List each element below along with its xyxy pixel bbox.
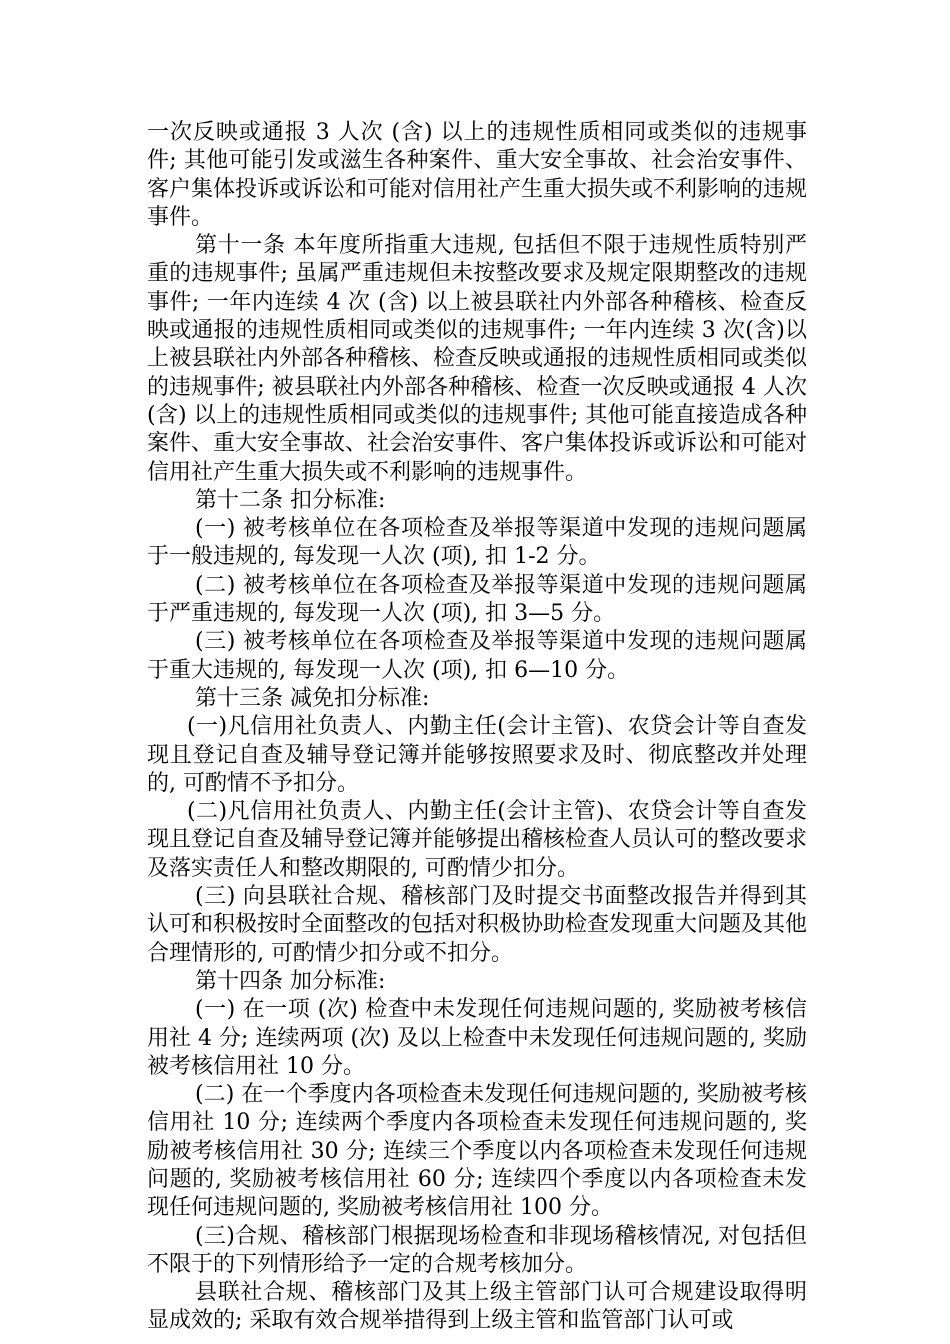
paragraph-article-12-item-1: (一) 被考核单位在各项检查及举报等渠道中发现的违规问题属于一般违规的, 每发现一人次 (项), 扣 1-2 分。	[147, 516, 807, 570]
paragraph-violation-continued: 一次反映或通报 3 人次 (含) 以上的违规性质相同或类似的违规事件; 其他可能引发或滋生各种案件、重大安全事故、社会治安事件、客户集体投诉或诉讼和可能对信用社产生重大损失或不利影响的违规事件。	[147, 120, 808, 230]
paragraph-article-13-item-2: (二)凡信用社负责人、内勤主任(会计主管)、农贷会计等自查发现且登记自查及辅导登记簿并能够提出稽核检查人员认可的整改要求及落实责任人和整改期限的, 可酌情少扣分。	[147, 799, 808, 881]
paragraph-article-13-item-3: (三) 向县联社合规、稽核部门及时提交书面整改报告并得到其认可和积极按时全面整改的包括对积极协助检查发现重大问题及其他合理情形的, 可酌情少扣分或不扣分。	[147, 884, 808, 966]
paragraph-article-14-item-1: (一) 在一项 (次) 检查中未发现任何违规问题的, 奖励被考核信用社 4 分; 连续两项 (次) 及以上检查中未发现任何违规问题的, 奖励被考核信用社 10 分。	[147, 997, 807, 1079]
document-page	[147, 119, 807, 1336]
paragraph-article-14-item-2: (二) 在一个季度内各项检查未发现任何违规问题的, 奖励被考核信用社 10 分; 连续两个季度内各项检查未发现任何违规问题的, 奖励被考核信用社 30 分; 连续三个季度以内各项检查未发现任何违规问题的, 奖励被考核信用社 60 分; 连续四个季度以内各项检查未发现任何违规问题的, 奖励被考核信用社 100 分。	[147, 1082, 807, 1221]
paragraph-article-14-continued: 县联社合规、稽核部门及其上级主管部门认可合规建设取得明显成效的; 采取有效合规举措得到上级主管和监管部门认可或	[147, 1280, 807, 1334]
paragraph-article-13-heading: 第十三条 减免扣分标准:	[195, 685, 430, 711]
paragraph-article-12-heading: 第十二条 扣分标准:	[195, 487, 386, 513]
paragraph-article-12-item-3: (三) 被考核单位在各项检查及举报等渠道中发现的违规问题属于重大违规的, 每发现一人次 (项), 扣 6—10 分。	[147, 629, 807, 683]
paragraph-article-12-item-2: (二) 被考核单位在各项检查及举报等渠道中发现的违规问题属于严重违规的, 每发现一人次 (项), 扣 3—5 分。	[147, 572, 807, 627]
paragraph-article-13-item-1: (一)凡信用社负责人、内勤主任(会计主管)、农贷会计等自查发现且登记自查及辅导登记簿并能够按照要求及时、彻底整改并处理的, 可酌情不予扣分。	[147, 714, 807, 796]
paragraph-article-14-item-3: (三)合规、稽核部门根据现场检查和非现场稽核情况, 对包括但不限于的下列情形给予一定的合规考核加分。	[147, 1223, 807, 1277]
paragraph-article-11: 第十一条 本年度所指重大违规, 包括但不限于违规性质特别严重的违规事件; 虽属严重违规但未按整改要求及规定限期整改的违规事件; 一年内连续 4 次 (含) 以上被县联社内外部各种稽核、检查反映或通报的违规性质相同或类似的违规事件; 一年内连续 3 次(含)以上被县联社内外部各种稽核、检查反映或通报的违规性质相同或类似的违规事件; 被县联社内外部各种稽核、检查一次反映或通报 4 人次 (含) 以上的违规性质相同或类似的违规事件; 其他可能直接造成各种案件、重大安全事故、社会治安事件、客户集体投诉或诉讼和可能对信用社产生重大损失或不利影响的违规事件。	[147, 233, 808, 485]
paragraph-article-14-heading: 第十四条 加分标准:	[195, 968, 386, 994]
